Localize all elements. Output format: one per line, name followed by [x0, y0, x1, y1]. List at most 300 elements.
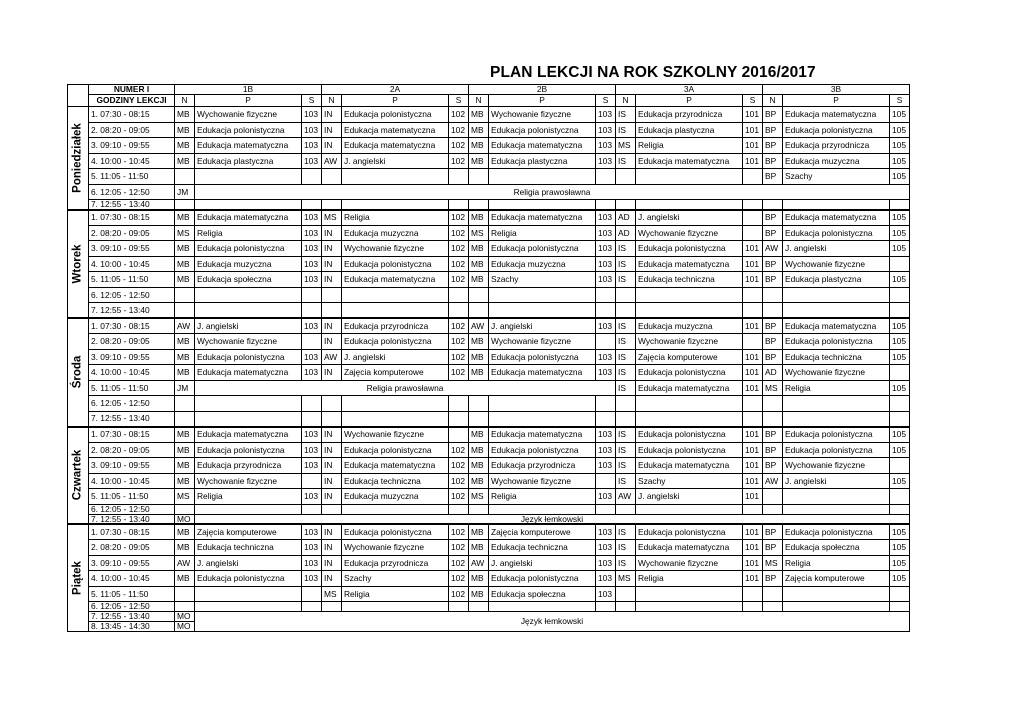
lesson-teacher: MB [469, 442, 489, 458]
lesson-room: 101 [743, 473, 763, 489]
lesson-teacher [469, 287, 489, 303]
lesson-row [68, 334, 910, 350]
lesson-subject: Edukacja polonistyczna [195, 571, 302, 587]
lesson-teacher [763, 396, 783, 412]
lesson-subject: Edukacja muzyczna [195, 256, 302, 272]
lesson-subject [489, 169, 596, 185]
lesson-room: 103 [302, 540, 322, 556]
lesson-room [743, 602, 763, 612]
lesson-row [68, 349, 910, 365]
lesson-subject [636, 303, 743, 319]
lesson-teacher: MB [469, 241, 489, 257]
lesson-time: 2. 08:20 - 09:05 [89, 122, 175, 138]
lesson-teacher: MB [175, 153, 195, 169]
lesson-subject: Religia [489, 489, 596, 505]
lesson-teacher: MB [469, 138, 489, 154]
lesson-subject: Edukacja polonistyczna [783, 427, 890, 443]
lesson-teacher: BP [763, 107, 783, 123]
lesson-subject: Szachy [783, 169, 890, 185]
lesson-room: 103 [596, 153, 616, 169]
lesson-room [890, 256, 910, 272]
lesson-teacher: IN [322, 225, 342, 241]
shared-lesson: Religia prawosławna [195, 380, 616, 396]
lesson-teacher: BP [763, 442, 783, 458]
lesson-subject: Edukacja polonistyczna [195, 122, 302, 138]
lesson-teacher: BP [763, 153, 783, 169]
lesson-time: 7. 12:55 - 13:40 [89, 612, 175, 622]
lesson-teacher: AW [469, 318, 489, 334]
lesson-subject: Edukacja przyrodnicza [342, 555, 449, 571]
lesson-subject: J. angielski [342, 153, 449, 169]
lesson-room: 105 [890, 225, 910, 241]
lesson-row [68, 184, 910, 200]
lesson-room [449, 169, 469, 185]
lesson-subject: Edukacja matematyczna [636, 458, 743, 474]
lesson-subject: Edukacja matematyczna [195, 427, 302, 443]
lesson-teacher: MB [175, 365, 195, 381]
lesson-subject: Edukacja techniczna [489, 540, 596, 556]
lesson-teacher: BP [763, 169, 783, 185]
lesson-time: 5. 11:05 - 11:50 [89, 169, 175, 185]
lesson-teacher: IS [616, 256, 636, 272]
lesson-subject: Edukacja społeczna [783, 540, 890, 556]
subheader-teacher: N [175, 95, 195, 107]
lesson-room: 103 [596, 555, 616, 571]
lesson-room: 102 [449, 555, 469, 571]
lesson-time: 6. 12:05 - 12:50 [89, 602, 175, 612]
lesson-subject: Wychowanie fizyczne [342, 241, 449, 257]
day-label-cell [68, 524, 89, 632]
lesson-subject: Edukacja polonistyczna [636, 241, 743, 257]
lesson-subject [195, 586, 302, 602]
lesson-room [743, 334, 763, 350]
lesson-room: 102 [449, 365, 469, 381]
lesson-teacher: IN [322, 334, 342, 350]
lesson-subject: Religia [783, 380, 890, 396]
lesson-subject: Edukacja polonistyczna [342, 524, 449, 540]
lesson-teacher: MB [175, 540, 195, 556]
lesson-subject [489, 287, 596, 303]
lesson-subject: J. angielski [783, 241, 890, 257]
lesson-teacher: MB [175, 473, 195, 489]
lesson-time: 3. 09:10 - 09:55 [89, 349, 175, 365]
lesson-teacher: BP [763, 349, 783, 365]
lesson-row [68, 555, 910, 571]
header-label-bottom: GODZINY LEKCJI [89, 95, 175, 107]
lesson-room: 102 [449, 122, 469, 138]
lesson-teacher: IS [616, 365, 636, 381]
lesson-teacher: IS [616, 334, 636, 350]
lesson-time: 1. 07:30 - 08:15 [89, 107, 175, 123]
lesson-room [302, 396, 322, 412]
lesson-time: 3. 09:10 - 09:55 [89, 555, 175, 571]
lesson-room [302, 169, 322, 185]
lesson-teacher: MB [469, 540, 489, 556]
lesson-room [302, 586, 322, 602]
lesson-room: 105 [890, 349, 910, 365]
lesson-subject: Edukacja matematyczna [489, 210, 596, 226]
lesson-teacher: MB [469, 256, 489, 272]
lesson-room [302, 287, 322, 303]
lesson-subject: Zajęcia komputerowe [636, 349, 743, 365]
lesson-subject [783, 586, 890, 602]
lesson-time: 2. 08:20 - 09:05 [89, 442, 175, 458]
lesson-room: 103 [302, 210, 322, 226]
lesson-room: 101 [743, 138, 763, 154]
lesson-room: 102 [449, 153, 469, 169]
lesson-teacher [616, 287, 636, 303]
lesson-room [449, 287, 469, 303]
lesson-teacher: IN [322, 241, 342, 257]
lesson-subject: J. angielski [783, 473, 890, 489]
lesson-teacher [763, 411, 783, 427]
lesson-teacher: IN [322, 571, 342, 587]
lesson-time: 5. 11:05 - 11:50 [89, 586, 175, 602]
lesson-room: 105 [890, 241, 910, 257]
lesson-teacher: MB [469, 122, 489, 138]
lesson-row [68, 169, 910, 185]
lesson-subject: Zajęcia komputerowe [783, 571, 890, 587]
lesson-subject: Religia [783, 555, 890, 571]
lesson-time: 5. 11:05 - 11:50 [89, 380, 175, 396]
lesson-room [449, 303, 469, 319]
lesson-teacher: MS [469, 489, 489, 505]
lesson-subject [783, 504, 890, 514]
lesson-room: 103 [302, 442, 322, 458]
lesson-subject: Edukacja matematyczna [342, 272, 449, 288]
lesson-teacher: MB [469, 586, 489, 602]
lesson-subject: Wychowanie fizyczne [489, 334, 596, 350]
lesson-room [743, 200, 763, 210]
lesson-teacher [763, 200, 783, 210]
lesson-row [68, 138, 910, 154]
lesson-teacher: IS [616, 107, 636, 123]
lesson-subject: Edukacja polonistyczna [489, 241, 596, 257]
lesson-row [68, 442, 910, 458]
lesson-room: 103 [596, 458, 616, 474]
lesson-room [743, 396, 763, 412]
lesson-room [890, 586, 910, 602]
lesson-subject: Edukacja polonistyczna [783, 122, 890, 138]
class-header-3A: 3A [616, 85, 763, 95]
lesson-time: 2. 08:20 - 09:05 [89, 540, 175, 556]
lesson-subject: Religia [489, 225, 596, 241]
lesson-teacher: MB [175, 241, 195, 257]
lesson-room: 103 [302, 365, 322, 381]
lesson-teacher: MB [469, 524, 489, 540]
lesson-subject: Edukacja matematyczna [489, 365, 596, 381]
lesson-subject: Edukacja matematyczna [636, 380, 743, 396]
lesson-subject: Edukacja przyrodnicza [783, 138, 890, 154]
lesson-subject: Edukacja muzyczna [783, 153, 890, 169]
lesson-teacher: MB [469, 427, 489, 443]
lesson-subject [783, 287, 890, 303]
lesson-room [890, 489, 910, 505]
lesson-room: 103 [596, 256, 616, 272]
lesson-room: 102 [449, 524, 469, 540]
lesson-subject: Edukacja polonistyczna [195, 442, 302, 458]
lesson-teacher: IS [616, 524, 636, 540]
lesson-room: 103 [596, 365, 616, 381]
page-title: PLAN LEKCJI NA ROK SZKOLNY 2016/2017 [490, 64, 816, 81]
lesson-room: 103 [596, 571, 616, 587]
lesson-time: 1. 07:30 - 08:15 [89, 427, 175, 443]
lesson-teacher: BP [763, 540, 783, 556]
lesson-teacher: MS [322, 210, 342, 226]
lesson-subject: J. angielski [489, 318, 596, 334]
lesson-room: 105 [890, 380, 910, 396]
lesson-time: 4. 10:00 - 10:45 [89, 571, 175, 587]
lesson-teacher [469, 396, 489, 412]
lesson-teacher: MB [469, 334, 489, 350]
lesson-subject: Religia [195, 489, 302, 505]
lesson-subject: Wychowanie fizyczne [783, 365, 890, 381]
lesson-subject [489, 602, 596, 612]
lesson-room [890, 504, 910, 514]
lesson-subject: Edukacja polonistyczna [636, 427, 743, 443]
lesson-time: 2. 08:20 - 09:05 [89, 334, 175, 350]
lesson-room: 103 [302, 138, 322, 154]
day-name: Czwartek [71, 450, 84, 501]
lesson-subject [195, 287, 302, 303]
lesson-room: 101 [743, 571, 763, 587]
lesson-row [68, 318, 910, 334]
lesson-time: 4. 10:00 - 10:45 [89, 153, 175, 169]
lesson-room [890, 365, 910, 381]
lesson-time: 6. 12:05 - 12:50 [89, 504, 175, 514]
lesson-subject: Edukacja przyrodnicza [195, 458, 302, 474]
lesson-teacher: MB [469, 210, 489, 226]
lesson-teacher [763, 586, 783, 602]
lesson-subject: Zajęcia komputerowe [195, 524, 302, 540]
lesson-subject: Wychowanie fizyczne [783, 256, 890, 272]
lesson-subject [195, 602, 302, 612]
lesson-subject [636, 396, 743, 412]
timetable [67, 84, 910, 632]
lesson-time: 1. 07:30 - 08:15 [89, 524, 175, 540]
lesson-teacher: AW [763, 241, 783, 257]
lesson-subject [489, 200, 596, 210]
day-label-cell [68, 107, 89, 210]
lesson-room: 102 [449, 318, 469, 334]
lesson-subject: Edukacja polonistyczna [195, 241, 302, 257]
lesson-room: 102 [449, 138, 469, 154]
lesson-room: 105 [890, 210, 910, 226]
lesson-teacher: MB [469, 365, 489, 381]
lesson-teacher: IN [322, 442, 342, 458]
lesson-subject: Edukacja muzyczna [489, 256, 596, 272]
subheader-room: S [890, 95, 910, 107]
lesson-subject: Religia [342, 210, 449, 226]
shared-lesson: Religia prawosławna [195, 184, 910, 200]
lesson-subject: Edukacja matematyczna [195, 365, 302, 381]
lesson-teacher: IN [322, 427, 342, 443]
lesson-room [743, 303, 763, 319]
lesson-subject: Religia [195, 225, 302, 241]
lesson-room: 101 [743, 318, 763, 334]
lesson-room: 101 [743, 365, 763, 381]
lesson-subject: Edukacja plastyczna [783, 272, 890, 288]
lesson-teacher [763, 602, 783, 612]
lesson-time: 6. 12:05 - 12:50 [89, 287, 175, 303]
lesson-subject [783, 489, 890, 505]
lesson-teacher: IS [616, 153, 636, 169]
lesson-subject [195, 303, 302, 319]
lesson-room: 103 [596, 524, 616, 540]
lesson-subject: Edukacja polonistyczna [489, 349, 596, 365]
lesson-room [743, 169, 763, 185]
lesson-time: 4. 10:00 - 10:45 [89, 256, 175, 272]
lesson-subject: Edukacja matematyczna [195, 138, 302, 154]
lesson-teacher: IS [616, 122, 636, 138]
lesson-room: 102 [449, 442, 469, 458]
lesson-room [449, 411, 469, 427]
lesson-room [449, 396, 469, 412]
lesson-room [449, 504, 469, 514]
lesson-teacher: MB [175, 122, 195, 138]
lesson-room: 101 [743, 256, 763, 272]
lesson-teacher [616, 504, 636, 514]
lesson-room [302, 602, 322, 612]
lesson-room: 101 [743, 380, 763, 396]
lesson-room [449, 427, 469, 443]
lesson-teacher [322, 396, 342, 412]
lesson-teacher: IN [322, 489, 342, 505]
lesson-room: 101 [743, 122, 763, 138]
subheader-subject: P [489, 95, 596, 107]
lesson-teacher: MB [469, 349, 489, 365]
lesson-room: 103 [302, 458, 322, 474]
lesson-teacher: MB [469, 458, 489, 474]
lesson-room: 103 [302, 349, 322, 365]
lesson-room: 103 [596, 349, 616, 365]
lesson-teacher [616, 411, 636, 427]
lesson-teacher: MB [469, 473, 489, 489]
lesson-teacher: IN [322, 555, 342, 571]
lesson-subject: Edukacja polonistyczna [783, 524, 890, 540]
lesson-subject: Edukacja techniczna [195, 540, 302, 556]
lesson-room: 101 [743, 524, 763, 540]
lesson-subject: Edukacja techniczna [636, 272, 743, 288]
lesson-subject: Edukacja społeczna [489, 586, 596, 602]
lesson-teacher: MB [175, 107, 195, 123]
lesson-subject [489, 303, 596, 319]
lesson-subject [342, 396, 449, 412]
lesson-subject: J. angielski [342, 349, 449, 365]
lesson-subject: Edukacja polonistyczna [342, 442, 449, 458]
lesson-teacher: IN [322, 365, 342, 381]
lesson-subject: Wychowanie fizyczne [342, 427, 449, 443]
lesson-time: 6. 12:05 - 12:50 [89, 184, 175, 200]
lesson-teacher: IS [616, 458, 636, 474]
lesson-room: 105 [890, 272, 910, 288]
lesson-room: 103 [302, 427, 322, 443]
lesson-room: 102 [449, 225, 469, 241]
lesson-teacher [469, 303, 489, 319]
lesson-subject: Edukacja polonistyczna [342, 107, 449, 123]
lesson-room [890, 411, 910, 427]
lesson-teacher [469, 411, 489, 427]
subheader-teacher: N [763, 95, 783, 107]
lesson-subject: Edukacja matematyczna [636, 153, 743, 169]
lesson-subject: Edukacja muzyczna [342, 489, 449, 505]
lesson-room: 103 [596, 241, 616, 257]
lesson-teacher: AW [175, 318, 195, 334]
lesson-teacher: AW [763, 473, 783, 489]
lesson-room [596, 334, 616, 350]
lesson-teacher: BP [763, 225, 783, 241]
lesson-room [302, 411, 322, 427]
lesson-room: 105 [890, 334, 910, 350]
lesson-room: 101 [743, 349, 763, 365]
lesson-row [68, 122, 910, 138]
day-label-cell [68, 318, 89, 427]
subheader-room: S [596, 95, 616, 107]
lesson-row [68, 602, 910, 612]
lesson-teacher: BP [763, 334, 783, 350]
lesson-row [68, 256, 910, 272]
header-label-top: NUMER I [89, 85, 175, 95]
day-name: Wtorek [71, 244, 84, 284]
lesson-teacher: MB [175, 349, 195, 365]
lesson-teacher: IS [616, 272, 636, 288]
lesson-room: 103 [302, 272, 322, 288]
lesson-subject [489, 396, 596, 412]
lesson-subject: Edukacja muzyczna [636, 318, 743, 334]
lesson-subject: Zajęcia komputerowe [342, 365, 449, 381]
lesson-subject [342, 169, 449, 185]
lesson-row [68, 489, 910, 505]
lesson-teacher: JM [175, 380, 195, 396]
lesson-teacher: BP [763, 272, 783, 288]
lesson-row [68, 524, 910, 540]
lesson-row [68, 210, 910, 226]
shared-lesson: Język łemkowski [195, 612, 910, 632]
lesson-subject: Religia [636, 571, 743, 587]
lesson-time: 5. 11:05 - 11:50 [89, 489, 175, 505]
lesson-time: 2. 08:20 - 09:05 [89, 225, 175, 241]
lesson-time: 3. 09:10 - 09:55 [89, 241, 175, 257]
lesson-teacher [175, 200, 195, 210]
subheader-subject: P [342, 95, 449, 107]
lesson-room: 103 [302, 524, 322, 540]
lesson-subject: Edukacja techniczna [783, 349, 890, 365]
lesson-subject [342, 287, 449, 303]
lesson-teacher: MS [469, 225, 489, 241]
lesson-room [449, 602, 469, 612]
lesson-room: 102 [449, 107, 469, 123]
lesson-room: 102 [449, 458, 469, 474]
lesson-row [68, 303, 910, 319]
lesson-row [68, 458, 910, 474]
lesson-subject: Edukacja matematyczna [489, 138, 596, 154]
lesson-room: 102 [449, 586, 469, 602]
lesson-teacher [322, 169, 342, 185]
lesson-teacher: IS [616, 442, 636, 458]
lesson-room [743, 411, 763, 427]
lesson-teacher [175, 602, 195, 612]
lesson-subject: Edukacja matematyczna [342, 138, 449, 154]
lesson-room [596, 287, 616, 303]
lesson-subject: Edukacja polonistyczna [342, 334, 449, 350]
lesson-teacher: MB [469, 153, 489, 169]
lesson-subject [342, 200, 449, 210]
lesson-subject: Edukacja polonistyczna [342, 256, 449, 272]
lesson-teacher [175, 396, 195, 412]
lesson-teacher: MO [175, 622, 195, 632]
lesson-row [68, 272, 910, 288]
lesson-time: 4. 10:00 - 10:45 [89, 473, 175, 489]
